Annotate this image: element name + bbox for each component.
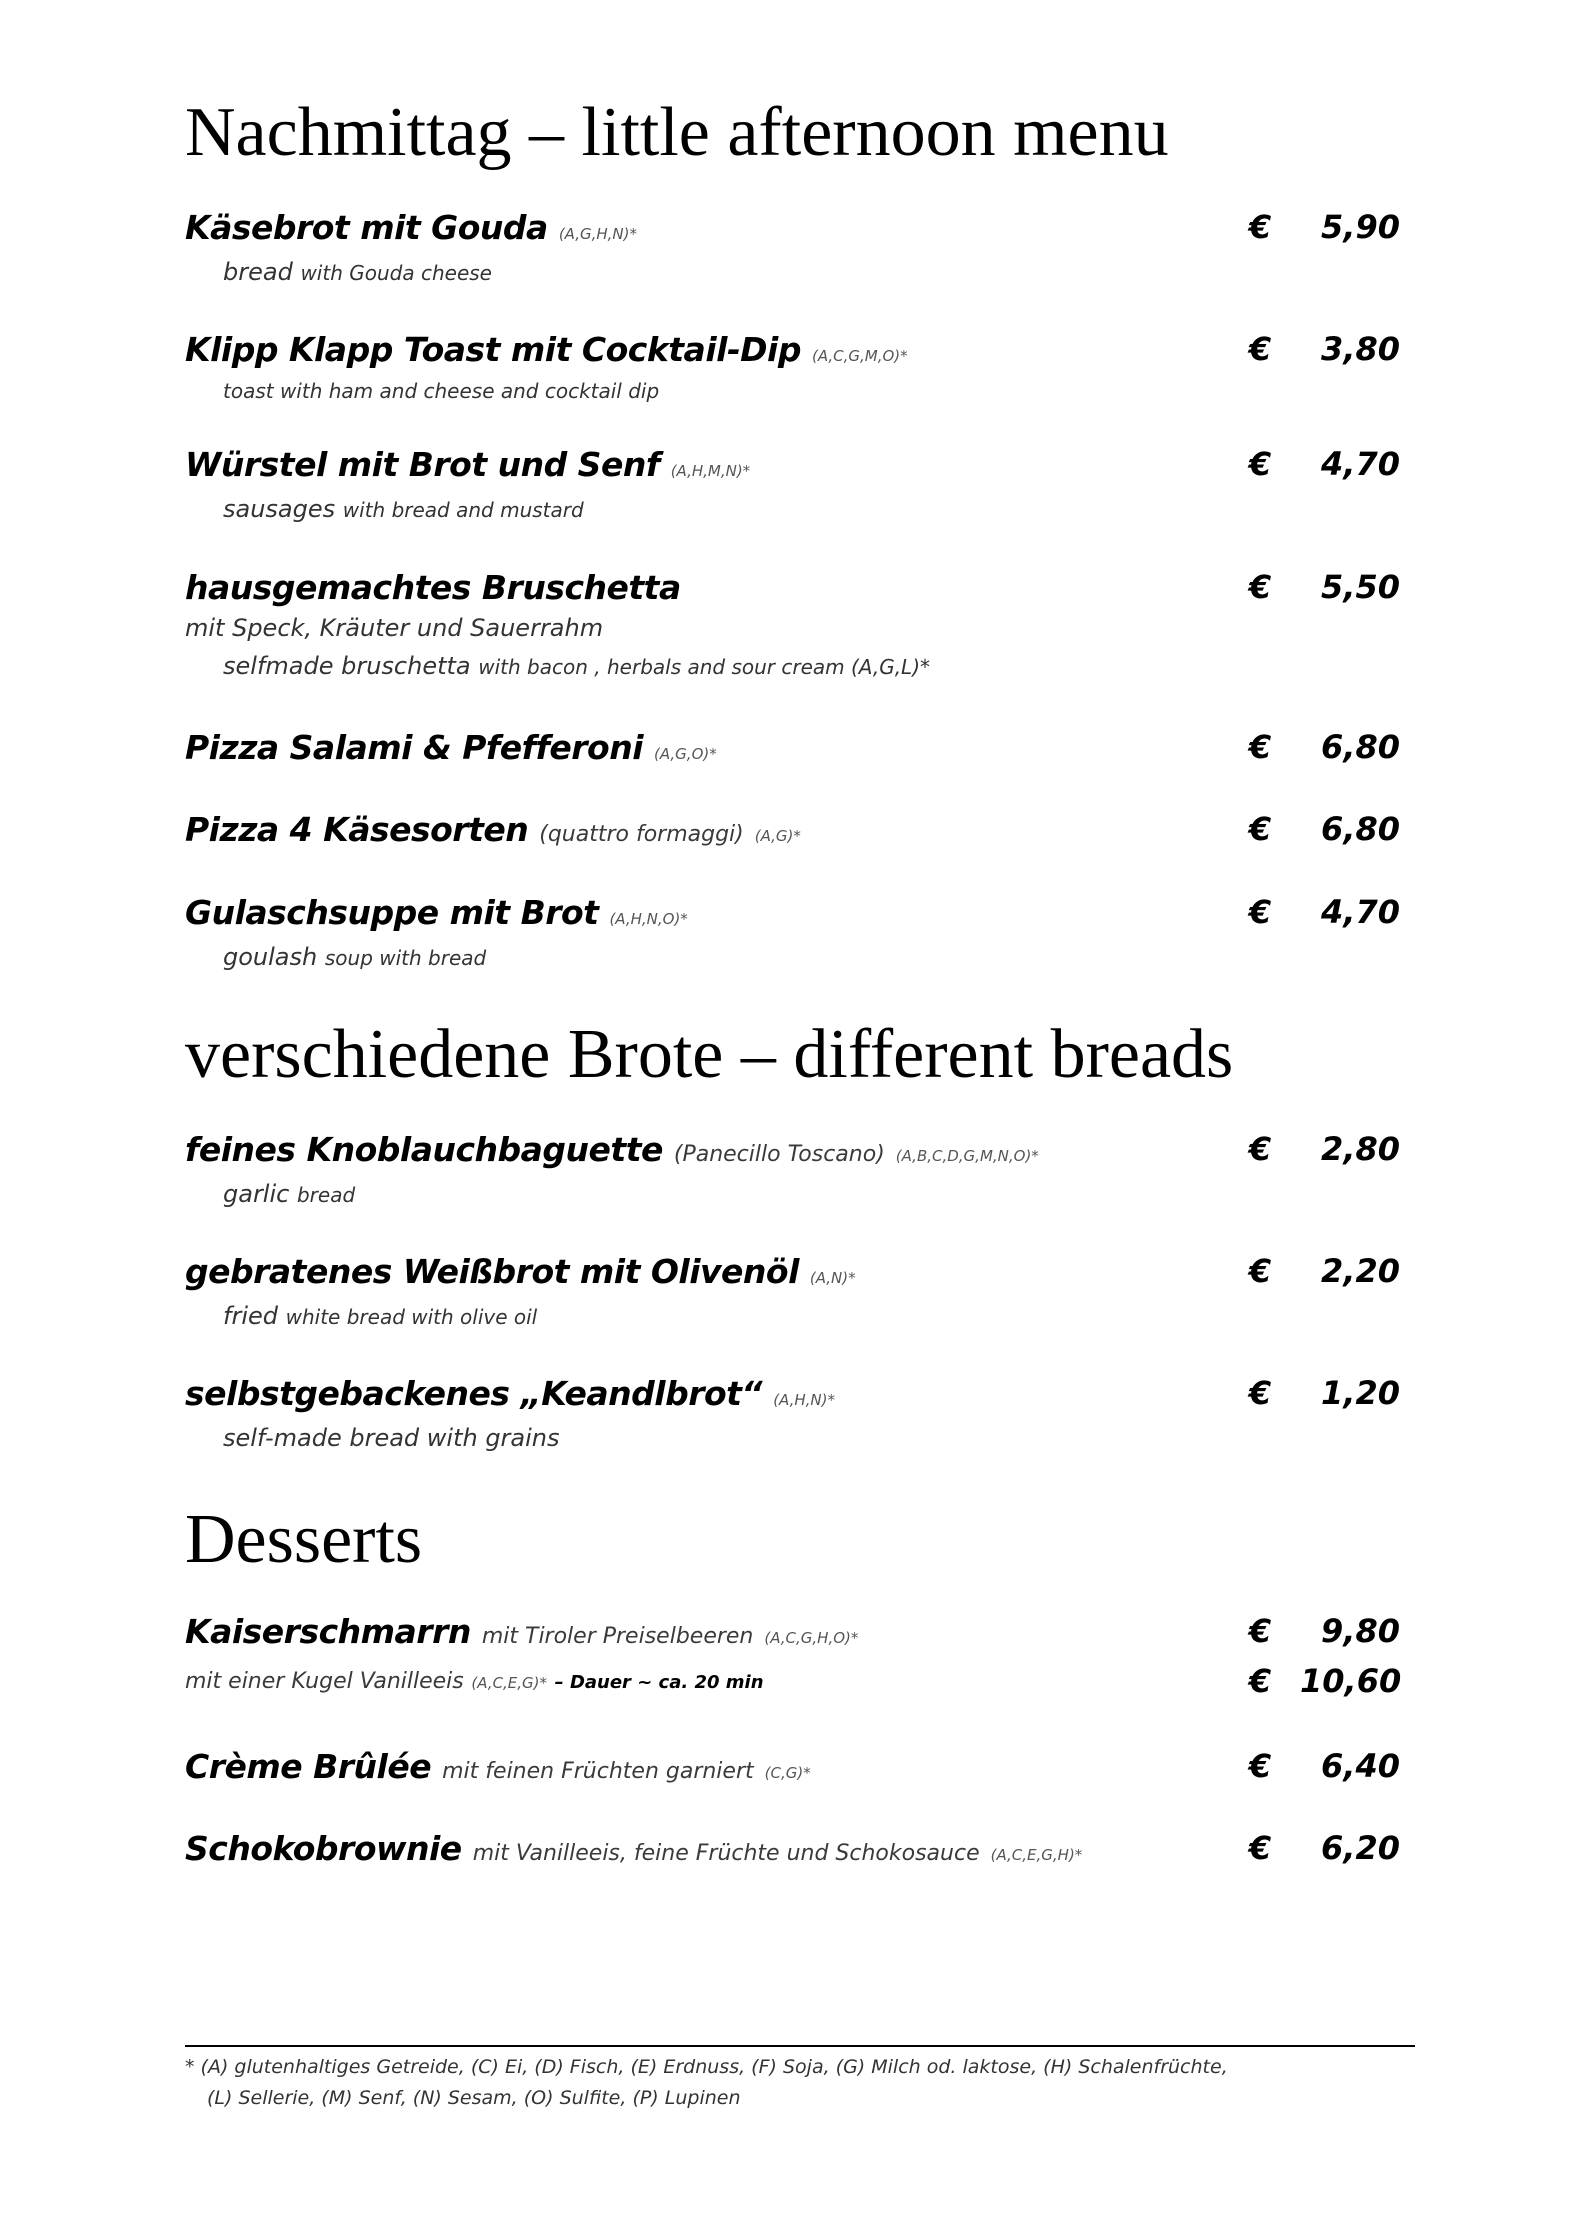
item-price: 6,20 — [1321, 1829, 1400, 1867]
item-name: Crème Brûlée mit feinen Früchten garniert (C,G)* — [185, 1747, 811, 1786]
currency-symbol: € — [1248, 568, 1272, 606]
item-name: Käsebrot mit Gouda (A,G,H,N)* — [185, 208, 637, 247]
section-title-desserts: Desserts — [185, 1501, 423, 1578]
item-price: 6,40 — [1321, 1747, 1400, 1785]
item-price: 6,80 — [1321, 810, 1400, 848]
currency-symbol: € — [1248, 728, 1272, 766]
currency-symbol: € — [1248, 1130, 1272, 1168]
item-description: sausages with bread and mustard — [223, 495, 584, 523]
item-price: 6,80 — [1321, 728, 1400, 766]
currency-symbol: € — [1248, 330, 1272, 368]
item-description: selfmade bruschetta with bacon , herbals and sour cream (A,G,L)* — [223, 652, 931, 680]
item-description: bread with Gouda cheese — [223, 258, 492, 286]
footnote-line-1: * (A) glutenhaltiges Getreide, (C) Ei, (D) Fisch, (E) Erdnuss, (F) Soja, (G) Milch od. laktose, (H) Schalenfrüchte, — [185, 2056, 1228, 2078]
item-description: toast with ham and cheese and cocktail dip — [223, 379, 660, 403]
item-name: Klipp Klapp Toast mit Cocktail-Dip (A,C,G,M,O)* — [185, 330, 908, 369]
currency-symbol: € — [1248, 208, 1272, 246]
currency-symbol: € — [1248, 1747, 1272, 1785]
item-name: Gulaschsuppe mit Brot (A,H,N,O)* — [185, 893, 688, 932]
item-variant-text: mit einer Kugel Vanilleeis (A,C,E,G)* – Dauer ~ ca. 20 min — [185, 1669, 764, 1694]
allergen-footnote — [185, 2052, 1415, 2114]
item-description: garlic bread — [223, 1180, 356, 1208]
item-price: 4,70 — [1321, 445, 1400, 483]
currency-symbol: € — [1248, 1829, 1272, 1867]
section-title-afternoon: Nachmittag – little afternoon menu — [185, 94, 1169, 171]
item-price: 4,70 — [1321, 893, 1400, 931]
item-description-de: mit Speck, Kräuter und Sauerrahm — [185, 614, 604, 642]
item-name: selbstgebackenes „Keandlbrot“ (A,H,N)* — [185, 1374, 835, 1413]
currency-symbol: € — [1248, 1612, 1272, 1650]
item-price: 5,50 — [1321, 568, 1400, 606]
item-variant-price: 10,60 — [1300, 1662, 1402, 1700]
item-name: hausgemachtes Bruschetta — [185, 568, 681, 607]
item-price: 3,80 — [1321, 330, 1400, 368]
currency-symbol: € — [1248, 445, 1272, 483]
item-variant-line — [0, 1662, 1571, 1706]
currency-symbol: € — [1248, 1662, 1272, 1700]
item-description: goulash soup with bread — [223, 943, 487, 971]
footnote-line-2: (L) Sellerie, (M) Senf, (N) Sesam, (O) Sulfite, (P) Lupinen — [207, 2087, 741, 2109]
section-title-breads: verschiedene Brote – different breads — [185, 1016, 1234, 1093]
item-price: 9,80 — [1321, 1612, 1400, 1650]
footnote-divider — [185, 2045, 1415, 2047]
item-name: gebratenes Weißbrot mit Olivenöl (A,N)* — [185, 1252, 856, 1291]
item-price: 5,90 — [1321, 208, 1400, 246]
item-name: feines Knoblauchbaguette (Panecillo Toscano) (A,B,C,D,G,M,N,O)* — [185, 1130, 1039, 1169]
item-name: Pizza Salami & Pfefferoni (A,G,O)* — [185, 728, 717, 767]
item-name: Würstel mit Brot und Senf (A,H,M,N)* — [185, 445, 751, 484]
currency-symbol: € — [1248, 1252, 1272, 1290]
item-description: fried white bread with olive oil — [223, 1302, 538, 1330]
item-price: 2,80 — [1321, 1130, 1400, 1168]
item-description: self-made bread with grains — [223, 1424, 560, 1452]
item-price: 1,20 — [1321, 1374, 1400, 1412]
currency-symbol: € — [1248, 893, 1272, 931]
item-name: Kaiserschmarrn mit Tiroler Preiselbeeren (A,C,G,H,O)* — [185, 1612, 859, 1651]
currency-symbol: € — [1248, 1374, 1272, 1412]
item-name: Schokobrownie mit Vanilleeis, feine Früchte und Schokosauce (A,C,E,G,H)* — [185, 1829, 1083, 1868]
item-name: Pizza 4 Käsesorten (quattro formaggi) (A,G)* — [185, 810, 801, 849]
currency-symbol: € — [1248, 810, 1272, 848]
item-price: 2,20 — [1321, 1252, 1400, 1290]
